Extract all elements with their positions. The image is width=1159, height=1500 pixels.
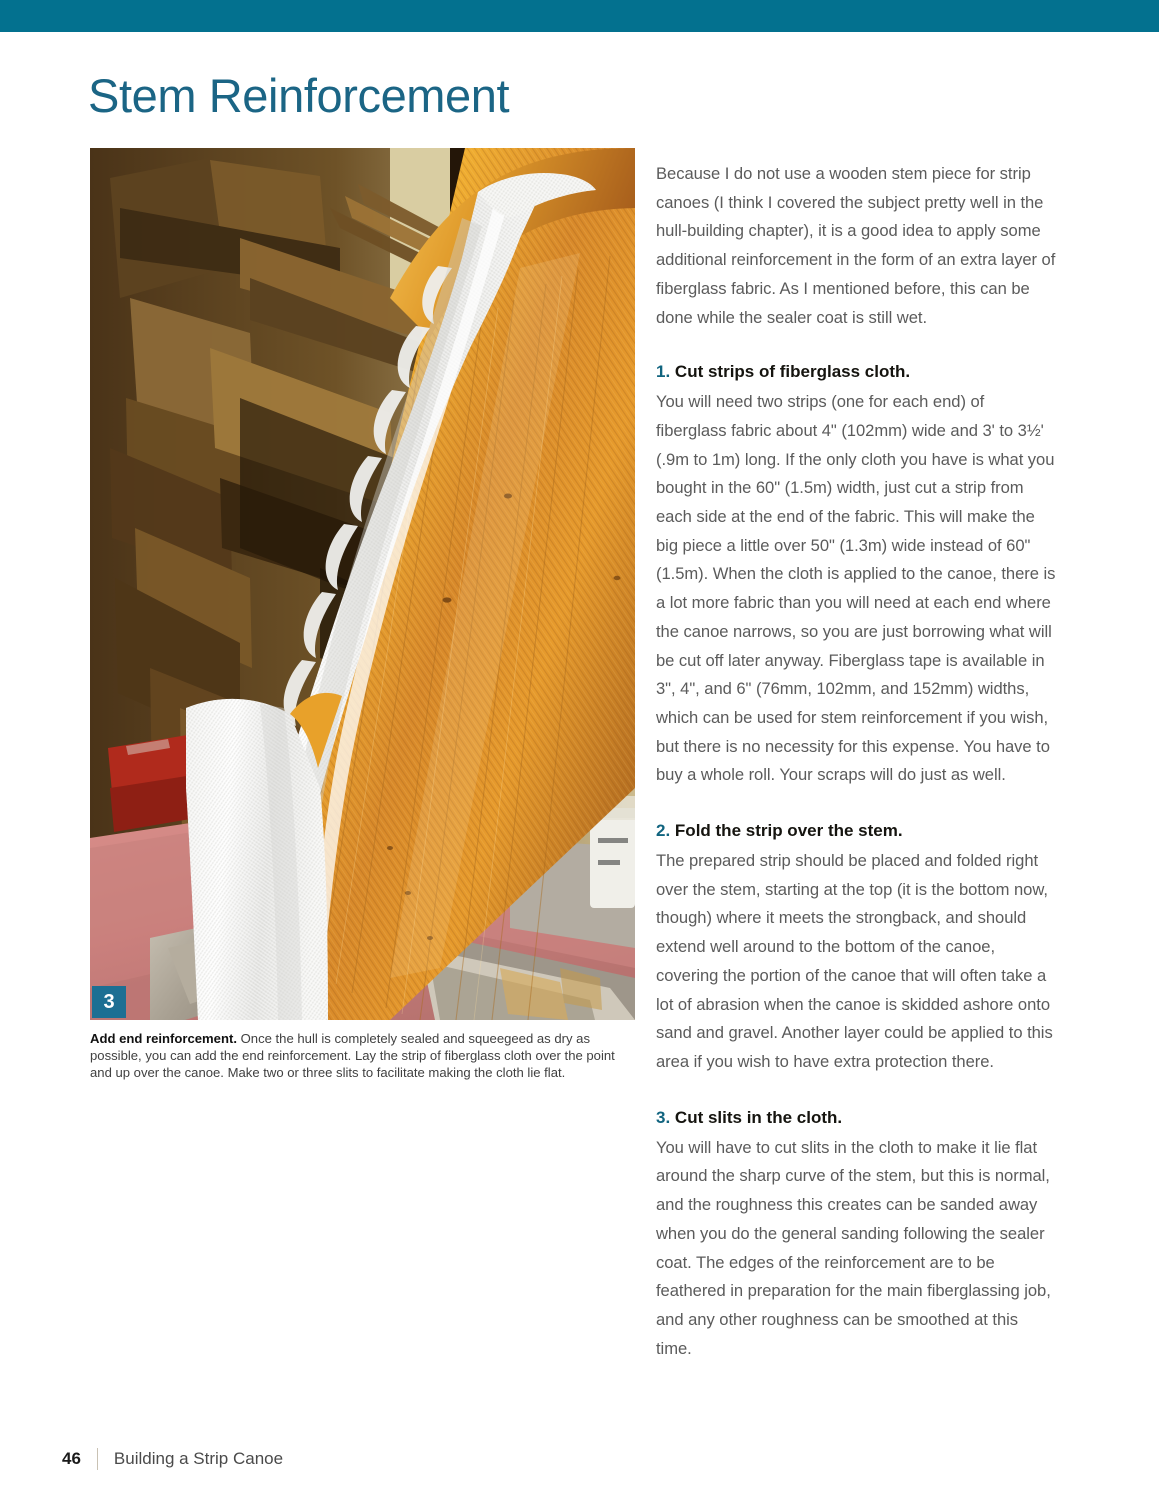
step-2-body: The prepared strip should be placed and folded right over the stem, starting at the top (it is the bottom now, though) where it meets the strongback, and should extend well around to the bottom of the canoe, covering the portion of the canoe that will often take a lot of abrasion when the canoe is skidded ashore onto sand and gravel. Another layer could be applied to this area if you wish to have extra protection there. bbox=[656, 851, 1053, 1071]
step-1-number: 1. bbox=[656, 362, 671, 382]
figure-number-badge: 3 bbox=[92, 986, 126, 1018]
page-title: Stem Reinforcement bbox=[88, 69, 510, 122]
canoe-stem-photo bbox=[90, 148, 635, 1020]
footer-book-title: Building a Strip Canoe bbox=[113, 1449, 284, 1468]
step-2-heading-text: Fold the strip over the stem. bbox=[674, 821, 903, 841]
footer-divider bbox=[97, 1448, 98, 1470]
page-footer bbox=[62, 1448, 283, 1470]
step-3-body: You will have to cut slits in the cloth to make it lie flat around the sharp curve of the stem, but this is normal, and the roughness this creates can be sanded away when you do the general sanding following the sealer coat. The edges of the reinforcement are to be feathered in preparation for the main fiberglassing job, and any other roughness can be smoothed at this time. bbox=[656, 1137, 1051, 1358]
top-banner bbox=[0, 0, 1159, 32]
body-text-column bbox=[656, 160, 1056, 1390]
step-3-number: 3. bbox=[656, 1107, 671, 1127]
step-2 bbox=[656, 817, 1056, 1077]
caption-text: Once the hull is completely sealed and squeegeed as dry as possible, you can add the end reinforcement. Lay the strip of fiberglass cloth over the point and up over the canoe. Make two or three slits to facilitate making the cloth lie flat. bbox=[90, 1031, 615, 1081]
step-3 bbox=[656, 1104, 1056, 1364]
figure-caption bbox=[90, 1030, 638, 1082]
step-1-body: You will need two strips (one for each end) of fiberglass fabric about 4" (102mm) wide and 3' to 3½' (.9m to 1m) long. If the only cloth you have is what you bought in the 60" (1.5m) width, just cut a strip from each side at the end of the fabric. This will make the big piece a little over 50" (1.3m) wide instead of 60" (1.5m). When the cloth is applied to the canoe, there is a lot more fabric than you will need at each end where the canoe narrows, so you are just borrowing what will be cut off later anyway. Fiberglass tape is available in 3", 4", and 6" (76mm, 102mm, and 152mm) widths, which can be used for stem reinforcement if you wish, but there is no necessity for this expense. You have to buy a whole roll. Your scraps will do just as well. bbox=[656, 392, 1056, 785]
step-3-heading bbox=[656, 1104, 1056, 1131]
step-1 bbox=[656, 358, 1056, 790]
step-2-heading bbox=[656, 817, 1056, 844]
figure-photo-block bbox=[90, 148, 635, 1020]
step-1-heading bbox=[656, 358, 1056, 385]
footer-page-number: 46 bbox=[62, 1449, 81, 1468]
caption-lead: Add end reinforcement. bbox=[90, 1031, 237, 1046]
step-3-heading-text: Cut slits in the cloth. bbox=[674, 1107, 843, 1127]
intro-paragraph: Because I do not use a wooden stem piece for strip canoes (I think I covered the subject pretty well in the hull-building chapter), it is a good idea to apply some additional reinforcement in the form of an extra layer of fiberglass fabric. As I mentioned before, this can be done while the sealer coat is still wet. bbox=[656, 164, 1056, 327]
step-1-heading-text: Cut strips of fiberglass cloth. bbox=[674, 362, 911, 382]
step-2-number: 2. bbox=[656, 821, 671, 841]
